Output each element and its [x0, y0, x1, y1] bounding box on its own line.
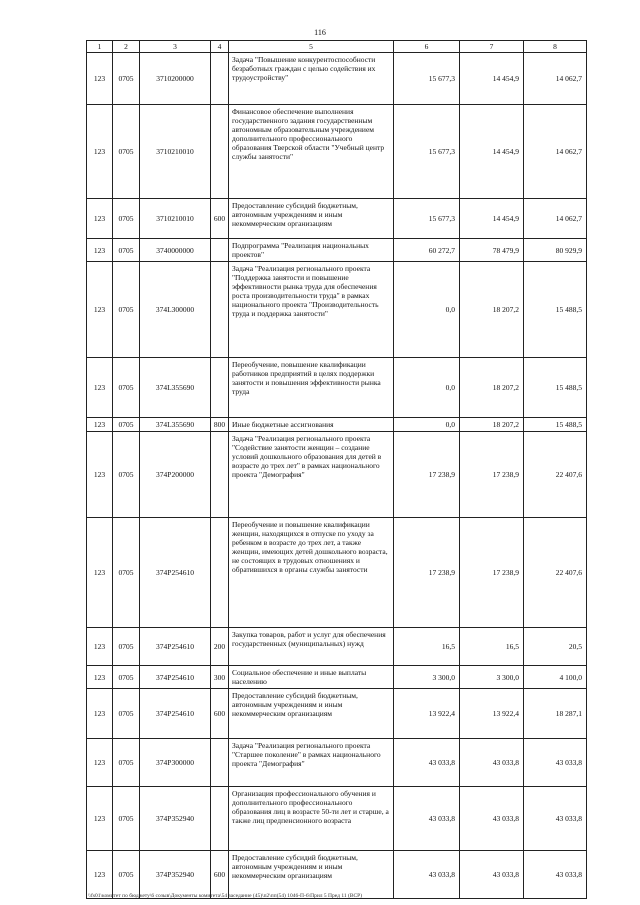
section-code-cell: 0705	[113, 262, 140, 358]
amount-cell-6: 15 677,3	[394, 53, 460, 105]
amount-cell-7: 18 207,2	[460, 418, 524, 432]
section-code-cell: 0705	[113, 105, 140, 199]
header-cell: 3	[140, 41, 211, 53]
description-cell: Закупка товаров, работ и услуг для обеспечения государственных (муниципальных) нужд	[229, 628, 394, 666]
amount-cell-6: 15 677,3	[394, 199, 460, 239]
table-row	[87, 105, 587, 199]
expense-type-cell	[211, 53, 229, 105]
target-article-cell: 374P254610	[140, 518, 211, 628]
admin-code-cell: 123	[87, 105, 113, 199]
table-row	[87, 518, 587, 628]
header-cell: 8	[524, 41, 587, 53]
description-cell: Финансовое обеспечение выполнения государственного задания государственным автономным образовательным учреждением дополнительного профессионального образования Тверской области "Учебный центр службы занятости"	[229, 105, 394, 199]
amount-cell-7: 18 207,2	[460, 358, 524, 418]
budget-table	[86, 40, 587, 899]
target-article-cell: 374L355690	[140, 418, 211, 432]
amount-cell-7: 17 238,9	[460, 432, 524, 518]
expense-type-cell: 600	[211, 851, 229, 899]
target-article-cell: 3740000000	[140, 239, 211, 262]
amount-cell-7: 43 033,8	[460, 739, 524, 787]
table-row	[87, 628, 587, 666]
amount-cell-6: 43 033,8	[394, 787, 460, 851]
amount-cell-8: 4 100,0	[524, 666, 587, 689]
table-row	[87, 262, 587, 358]
expense-type-cell	[211, 432, 229, 518]
amount-cell-8: 43 033,8	[524, 787, 587, 851]
description-cell: Предоставление субсидий бюджетным, автономным учреждениям и иным некоммерческим организациям	[229, 199, 394, 239]
admin-code-cell: 123	[87, 851, 113, 899]
target-article-cell: 374P254610	[140, 628, 211, 666]
admin-code-cell: 123	[87, 787, 113, 851]
section-code-cell: 0705	[113, 199, 140, 239]
table-row	[87, 239, 587, 262]
section-code-cell: 0705	[113, 432, 140, 518]
header-cell: 7	[460, 41, 524, 53]
description-cell: Задача "Реализация регионального проекта "Поддержка занятости и повышение эффективности рынка труда для обеспечения роста производительности труда" в рамках национального проекта "Производительность труда и поддержка занятости"	[229, 262, 394, 358]
amount-cell-8: 20,5	[524, 628, 587, 666]
section-code-cell: 0705	[113, 518, 140, 628]
header-cell: 1	[87, 41, 113, 53]
table-row	[87, 199, 587, 239]
header-cell: 2	[113, 41, 140, 53]
amount-cell-8: 15 488,5	[524, 262, 587, 358]
target-article-cell: 374P254610	[140, 689, 211, 739]
amount-cell-6: 17 238,9	[394, 432, 460, 518]
admin-code-cell: 123	[87, 239, 113, 262]
amount-cell-8: 14 062,7	[524, 53, 587, 105]
target-article-cell: 374L355690	[140, 358, 211, 418]
description-cell: Предоставление субсидий бюджетным, автономным учреждениям и иным некоммерческим организациям	[229, 689, 394, 739]
description-cell: Подпрограмма "Реализация национальных проектов"	[229, 239, 394, 262]
expense-type-cell	[211, 518, 229, 628]
amount-cell-6: 0,0	[394, 262, 460, 358]
section-code-cell: 0705	[113, 851, 140, 899]
amount-cell-8: 22 407,6	[524, 432, 587, 518]
amount-cell-7: 14 454,9	[460, 53, 524, 105]
page-number: 116	[314, 28, 326, 37]
table-row	[87, 358, 587, 418]
admin-code-cell: 123	[87, 358, 113, 418]
expense-type-cell: 600	[211, 199, 229, 239]
admin-code-cell: 123	[87, 262, 113, 358]
section-code-cell: 0705	[113, 628, 140, 666]
expense-type-cell	[211, 262, 229, 358]
expense-type-cell: 200	[211, 628, 229, 666]
amount-cell-8: 15 488,5	[524, 358, 587, 418]
admin-code-cell: 123	[87, 53, 113, 105]
admin-code-cell: 123	[87, 628, 113, 666]
amount-cell-8: 14 062,7	[524, 105, 587, 199]
section-code-cell: 0705	[113, 689, 140, 739]
description-cell: Организация профессионального обучения и дополнительного профессионального образования лиц в возрасте 50-ти лет и старше, а также лиц предпенсионного возраста	[229, 787, 394, 851]
section-code-cell: 0705	[113, 53, 140, 105]
description-cell: Предоставление субсидий бюджетным, автономным учреждениям и иным некоммерческим организациям	[229, 851, 394, 899]
table-row	[87, 418, 587, 432]
expense-type-cell	[211, 787, 229, 851]
expense-type-cell	[211, 105, 229, 199]
table-row	[87, 53, 587, 105]
admin-code-cell: 123	[87, 199, 113, 239]
description-cell: Социальное обеспечение и иные выплаты населению	[229, 666, 394, 689]
amount-cell-6: 17 238,9	[394, 518, 460, 628]
description-cell: Задача "Повышение конкурентоспособности безработных граждан с целью содействия их трудоустройству"	[229, 53, 394, 105]
description-cell: Переобучение и повышение квалификации женщин, находящихся в отпуске по уходу за ребенком в возрасте до трех лет, а также женщин, имеющих детей дошкольного возраста, не состоящих в трудовых отношениях и обратившихся в органы службы занятости	[229, 518, 394, 628]
amount-cell-6: 0,0	[394, 358, 460, 418]
target-article-cell: 3710200000	[140, 53, 211, 105]
admin-code-cell: 123	[87, 432, 113, 518]
table-row	[87, 666, 587, 689]
amount-cell-6: 0,0	[394, 418, 460, 432]
expense-type-cell: 600	[211, 689, 229, 739]
table-row	[87, 739, 587, 787]
amount-cell-7: 14 454,9	[460, 105, 524, 199]
amount-cell-7: 3 300,0	[460, 666, 524, 689]
target-article-cell: 3710210010	[140, 199, 211, 239]
section-code-cell: 0705	[113, 666, 140, 689]
amount-cell-6: 15 677,3	[394, 105, 460, 199]
target-article-cell: 374P254610	[140, 666, 211, 689]
file-path-footer: \\fs01\комитет по бюджету\6 созыв\Документы комитета\54 заседание (45)\п2\пп(54) 1046-П-6\Прил 5 Пред 11 (ВСР)	[88, 893, 363, 899]
header-cell: 6	[394, 41, 460, 53]
section-code-cell: 0705	[113, 358, 140, 418]
amount-cell-6: 43 033,8	[394, 851, 460, 899]
section-code-cell: 0705	[113, 739, 140, 787]
table-row	[87, 689, 587, 739]
expense-type-cell	[211, 239, 229, 262]
amount-cell-7: 16,5	[460, 628, 524, 666]
expense-type-cell: 300	[211, 666, 229, 689]
amount-cell-7: 17 238,9	[460, 518, 524, 628]
target-article-cell: 374P352940	[140, 787, 211, 851]
description-cell: Иные бюджетные ассигнования	[229, 418, 394, 432]
amount-cell-6: 60 272,7	[394, 239, 460, 262]
section-code-cell: 0705	[113, 418, 140, 432]
expense-type-cell: 800	[211, 418, 229, 432]
header-row	[87, 41, 587, 53]
description-cell: Переобучение, повышение квалификации работников предприятий в целях поддержки занятости и повышения эффективности рынка труда	[229, 358, 394, 418]
table-row	[87, 787, 587, 851]
expense-type-cell	[211, 358, 229, 418]
amount-cell-8: 18 287,1	[524, 689, 587, 739]
description-cell: Задача "Реализация регионального проекта "Содействие занятости женщин – создание условий дошкольного образования для детей в возрасте до трех лет" в рамках национального проекта "Демография"	[229, 432, 394, 518]
amount-cell-7: 14 454,9	[460, 199, 524, 239]
amount-cell-8: 15 488,5	[524, 418, 587, 432]
target-article-cell: 374P352940	[140, 851, 211, 899]
target-article-cell: 374P300000	[140, 739, 211, 787]
admin-code-cell: 123	[87, 689, 113, 739]
amount-cell-6: 43 033,8	[394, 739, 460, 787]
table-row	[87, 432, 587, 518]
table-row	[87, 851, 587, 899]
header-cell: 5	[229, 41, 394, 53]
admin-code-cell: 123	[87, 518, 113, 628]
admin-code-cell: 123	[87, 666, 113, 689]
amount-cell-8: 80 929,9	[524, 239, 587, 262]
target-article-cell: 374P200000	[140, 432, 211, 518]
target-article-cell: 3710210010	[140, 105, 211, 199]
target-article-cell: 374L300000	[140, 262, 211, 358]
admin-code-cell: 123	[87, 418, 113, 432]
amount-cell-8: 43 033,8	[524, 851, 587, 899]
amount-cell-7: 13 922,4	[460, 689, 524, 739]
admin-code-cell: 123	[87, 739, 113, 787]
amount-cell-6: 3 300,0	[394, 666, 460, 689]
amount-cell-7: 43 033,8	[460, 787, 524, 851]
expense-type-cell	[211, 739, 229, 787]
amount-cell-8: 14 062,7	[524, 199, 587, 239]
amount-cell-7: 78 479,9	[460, 239, 524, 262]
amount-cell-6: 16,5	[394, 628, 460, 666]
section-code-cell: 0705	[113, 239, 140, 262]
description-cell: Задача "Реализация регионального проекта "Старшее поколение" в рамках национального проекта "Демография"	[229, 739, 394, 787]
header-cell: 4	[211, 41, 229, 53]
amount-cell-6: 13 922,4	[394, 689, 460, 739]
section-code-cell: 0705	[113, 787, 140, 851]
amount-cell-7: 18 207,2	[460, 262, 524, 358]
amount-cell-8: 43 033,8	[524, 739, 587, 787]
amount-cell-7: 43 033,8	[460, 851, 524, 899]
amount-cell-8: 22 407,6	[524, 518, 587, 628]
